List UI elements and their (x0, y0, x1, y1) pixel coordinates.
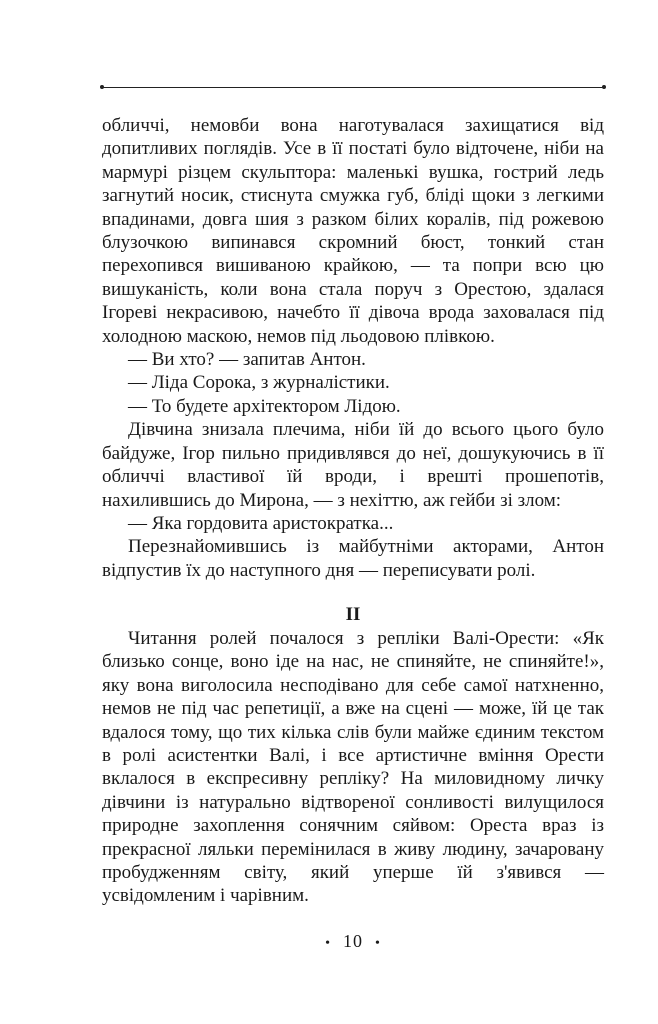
paragraph: обличчі, немовби вона наготувалася захищатися від допитливих поглядів. Усе в її постаті було відточене, ніби на мармурі різцем скульптора: маленькі вушка, гострий ледь загнутий носик, стиснута смужка губ, бліді щоки з легкими впадинами, довга шия з разком білих коралів, під рожевою блузочкою випинався скромний бюст, тонкий стан перехопився вишиваною крайкою, — та попри всю цю вишуканість, коли вона стала поруч з Орестою, здалася Ігореві некрасивою, начебто її дівоча врода заховалася під холодною маскою, немов під льодовою плівкою. (102, 115, 604, 347)
header-rule-dot-left (100, 85, 104, 89)
dialogue-line: — Ліда Сорока, з журналістики. (128, 372, 390, 394)
header-rule-dot-right (602, 85, 606, 89)
footer-bullet-right: • (375, 936, 381, 951)
header-rule (102, 87, 604, 88)
footer-bullet-left: • (325, 936, 331, 951)
top-text-section (102, 114, 604, 582)
paragraph: Перезнайомившись із майбутніми акторами, Антон відпустив їх до наступного дня — переписувати ролі. (102, 536, 604, 581)
dialogue-line: — Ви хто? — запитав Антон. (128, 349, 366, 371)
chapter-heading: II (345, 604, 361, 625)
page-footer (102, 930, 604, 955)
paragraph: Дівчина знизала плечима, ніби їй до всього цього було байдуже, Ігор пильно придивлявся до неї, дошукуючись в її обличчі властивої їй вроди, і врешті прошепотів, нахилившись до Мирона, — з нехіттю, аж гейби зі злом: (102, 419, 604, 511)
dialogue-line: — Яка гордовита аристократка... (128, 512, 394, 534)
page-number: 10 (343, 931, 363, 951)
bottom-text-section (102, 627, 604, 908)
paragraph: Читання ролей почалося з репліки Валі-Орести: «Як близько сонце, воно іде на нас, не спиняйте, не спиняйте!», яку вона виголосила несподівано для себе самої натхненно, немов не під час репетиції, а вже на сцені — може, їй це так вдалося тому, що тих кілька слів були майже єдиним текстом в ролі асистентки Валі, і все артистичне вміння Орести вклалося в експресивну репліку? На миловидному личку дівчини із натурально відтвореної сонливості вилущилося природне захоплення сонячним сяйвом: Ореста враз із прекрасної ляльки перемінилася в живу людину, зачаровану пробудженням світу, який уперше їй з'явився — усвідомленим і чарівним. (102, 628, 604, 907)
dialogue-line: — То будете архітектором Лідою. (128, 395, 401, 417)
